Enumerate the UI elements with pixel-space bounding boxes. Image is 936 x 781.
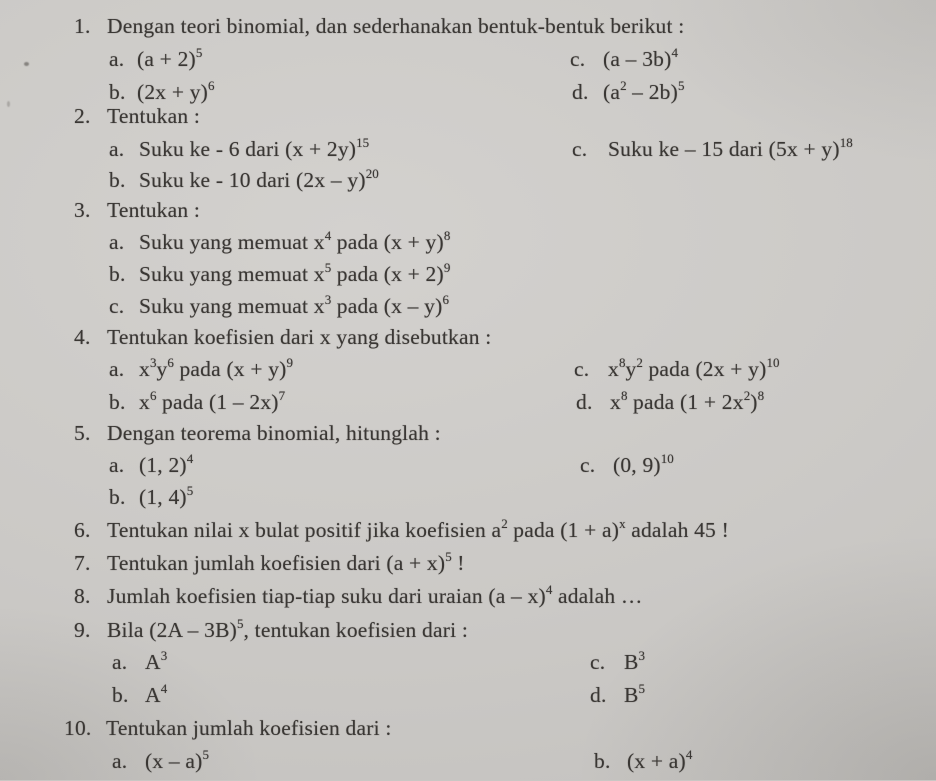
item-3b-formula: Suku yang memuat $x^5$ pada $(x + 2)^9$ bbox=[139, 259, 451, 286]
item-1a-label: a. bbox=[109, 47, 125, 71]
problem-3-heading bbox=[0, 196, 936, 230]
problem-10-heading bbox=[0, 714, 936, 748]
item-3c-label: c. bbox=[109, 294, 125, 318]
problem-4-items-bd bbox=[0, 388, 936, 422]
item-9b-formula: $A^4$ bbox=[145, 680, 168, 707]
problem-2-title: Tentukan : bbox=[107, 104, 201, 128]
item-2c-formula: Suku ke – 15 dari $(5x + y)^{18}$ bbox=[608, 134, 853, 161]
item-2b-formula: Suku ke - 10 dari (2x – y)$^{20}$ bbox=[139, 165, 379, 192]
problem-4-items-ac bbox=[0, 355, 936, 389]
problem-1-title: Dengan teori binomial, dan sederhanakan bentuk-bentuk berikut : bbox=[107, 14, 685, 38]
item-2a-label: a. bbox=[109, 137, 125, 161]
problem-9-heading bbox=[0, 616, 936, 650]
item-5a-label: a. bbox=[109, 453, 125, 477]
problem-4-heading bbox=[0, 323, 936, 357]
problem-9-items-bd bbox=[0, 681, 936, 715]
problem-10-items-ab bbox=[0, 747, 936, 781]
problem-3-item-b bbox=[0, 260, 936, 294]
problem-1-number: 1. bbox=[74, 14, 91, 38]
problem-6-heading bbox=[0, 516, 936, 550]
item-4d-label: d. bbox=[576, 390, 593, 414]
item-4a-label: a. bbox=[109, 357, 125, 381]
problem-5-title: Dengan teorema binomial, hitunglah : bbox=[107, 421, 441, 445]
item-1d-formula: $(a^2 - 2b)^5$ bbox=[603, 77, 685, 104]
item-9a-label: a. bbox=[112, 650, 128, 674]
item-2b-label: b. bbox=[109, 168, 126, 192]
item-9b-label: b. bbox=[112, 683, 129, 707]
item-4a-formula: $x^3y^6$ pada $(x + y)^9$ bbox=[139, 354, 294, 381]
item-4c-formula: $x^8y^2$ pada $(2x + y)^{10}$ bbox=[608, 354, 780, 381]
problem-8-heading bbox=[0, 582, 936, 616]
item-4d-formula: $x^8$ pada $(1 + 2x^2)^8$ bbox=[610, 387, 765, 414]
item-5b-label: b. bbox=[109, 485, 126, 509]
problem-1-items-ac bbox=[0, 45, 936, 79]
item-9d-label: d. bbox=[590, 683, 607, 707]
problem-7-heading bbox=[0, 549, 936, 583]
problem-7-number: 7. bbox=[74, 551, 91, 575]
problem-9-number: 9. bbox=[74, 618, 91, 642]
item-3b-label: b. bbox=[109, 262, 126, 286]
problem-1-heading bbox=[0, 12, 936, 46]
item-5c-label: c. bbox=[580, 453, 596, 477]
item-9d-formula: $B^5$ bbox=[624, 680, 646, 707]
item-1c-formula: (a – 3b)$^4$ bbox=[603, 44, 678, 71]
problem-3-title: Tentukan : bbox=[107, 198, 201, 222]
item-4c-label: c. bbox=[574, 357, 590, 381]
problem-5-item-b bbox=[0, 483, 936, 517]
item-1d-label: d. bbox=[572, 80, 589, 104]
item-10a-formula: (x – a)$^5$ bbox=[145, 746, 210, 773]
item-3a-formula: Suku yang memuat $x^4$ pada $(x + y)^8$ bbox=[139, 227, 451, 254]
problem-6-title: Tentukan nilai x bulat positif jika koefisien $a^2$ pada $(1 + a)^x$ adalah 45 ! bbox=[107, 515, 729, 542]
item-3c-formula: Suku yang memuat $x^3$ pada (x – y)$^6$ bbox=[139, 291, 449, 318]
problem-8-number: 8. bbox=[74, 584, 91, 608]
item-9c-label: c. bbox=[590, 650, 606, 674]
item-1b-formula: $(2x + y)^6$ bbox=[137, 77, 215, 104]
problem-3-item-c bbox=[0, 292, 936, 326]
problem-10-title: Tentukan jumlah koefisien dari : bbox=[106, 716, 392, 740]
problem-3-number: 3. bbox=[74, 198, 91, 222]
problem-9-title: Bila (2A – 3B)$^5$, tentukan koefisien dari : bbox=[107, 615, 469, 642]
item-9c-formula: $B^3$ bbox=[624, 647, 646, 674]
problem-10-number: 10. bbox=[64, 716, 92, 740]
item-1c-label: c. bbox=[570, 47, 586, 71]
item-9a-formula: $A^3$ bbox=[145, 647, 168, 674]
problem-2-number: 2. bbox=[74, 104, 91, 128]
item-4b-label: b. bbox=[109, 390, 126, 414]
problem-9-items-ac bbox=[0, 648, 936, 682]
problem-5-heading bbox=[0, 419, 936, 453]
problem-4-title: Tentukan koefisien dari x yang disebutkan : bbox=[107, 325, 492, 349]
item-2a-formula: Suku ke - 6 dari $(x + 2y)^{15}$ bbox=[139, 134, 370, 161]
item-10b-formula: $(x + a)^4$ bbox=[627, 746, 693, 773]
item-10a-label: a. bbox=[112, 749, 128, 773]
item-10b-label: b. bbox=[594, 749, 611, 773]
problem-8-title: Jumlah koefisien tiap-tiap suku dari uraian (a – x)$^4$ adalah … bbox=[107, 581, 643, 608]
problem-2-items-ac bbox=[0, 135, 936, 169]
item-3a-label: a. bbox=[109, 230, 125, 254]
problem-7-title: Tentukan jumlah koefisien dari $(a + x)^5$ ! bbox=[107, 548, 465, 575]
problem-6-number: 6. bbox=[74, 518, 91, 542]
item-5a-formula: (1, 2)$^4$ bbox=[139, 450, 194, 477]
problem-5-items-ac bbox=[0, 451, 936, 485]
problem-3-item-a bbox=[0, 228, 936, 262]
problem-4-number: 4. bbox=[74, 325, 91, 349]
problem-2-item-b bbox=[0, 166, 936, 200]
item-5b-formula: (1, 4)$^5$ bbox=[139, 482, 194, 509]
item-2c-label: c. bbox=[572, 137, 588, 161]
item-1b-label: b. bbox=[109, 80, 126, 104]
item-5c-formula: (0, 9)$^{10}$ bbox=[613, 450, 674, 477]
item-4b-formula: $x^6$ pada (1 – 2x)$^7$ bbox=[139, 387, 286, 414]
problem-5-number: 5. bbox=[74, 421, 91, 445]
item-1a-formula: $(a + 2)^5$ bbox=[137, 44, 203, 71]
problem-2-heading bbox=[0, 102, 936, 136]
